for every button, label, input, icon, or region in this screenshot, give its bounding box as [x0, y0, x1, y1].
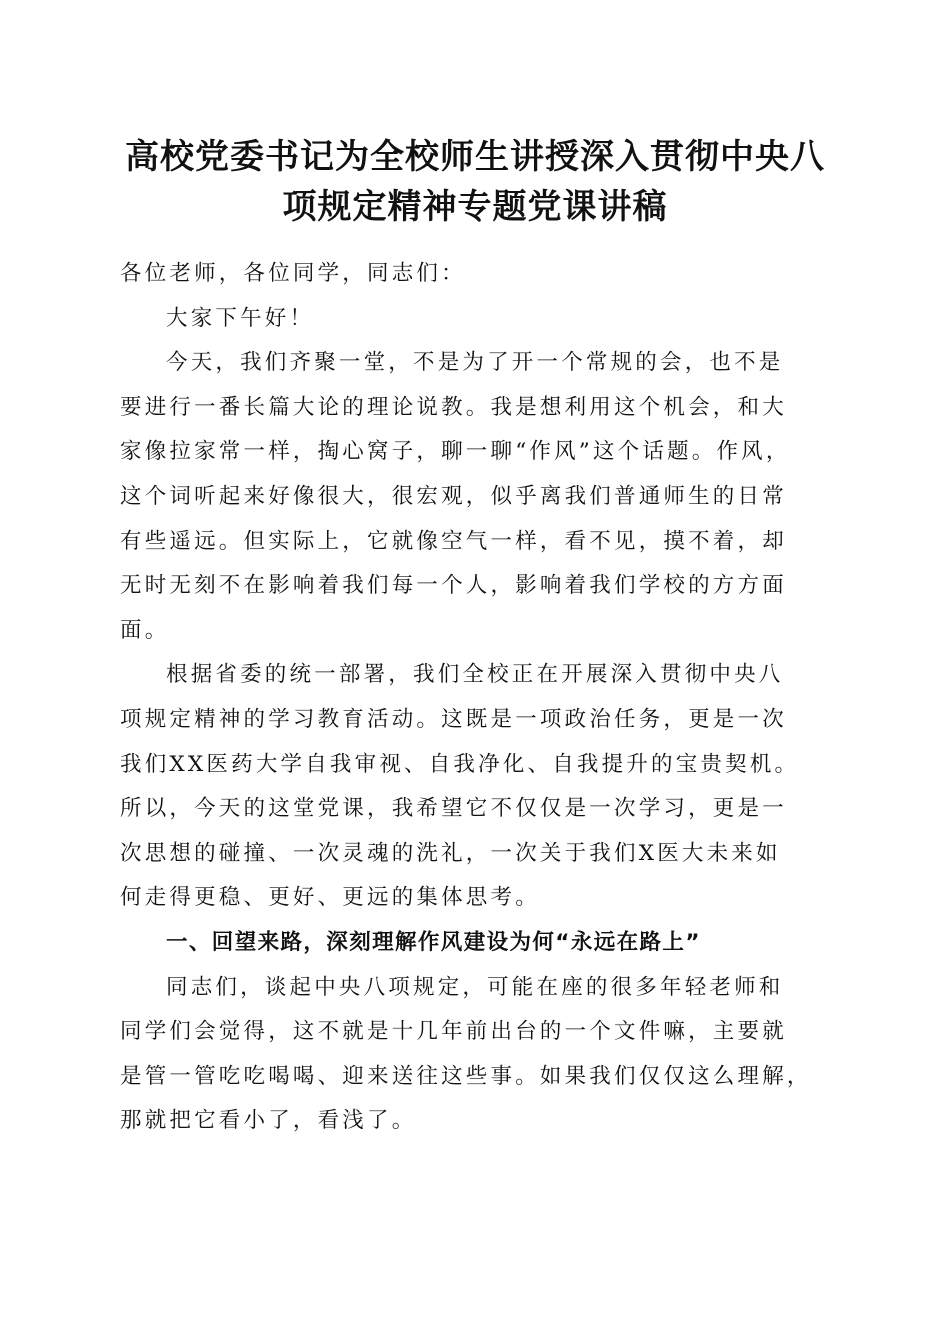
paragraph-line: 这个词听起来好像很大，很宏观，似乎离我们普通师生的日常	[120, 483, 787, 509]
paragraph-line: 根据省委的统一部署，我们全校正在开展深入贯彻中央八	[166, 662, 784, 688]
title-line-2: 项规定精神专题党课讲稿	[282, 187, 668, 227]
paragraph-line: 面。	[120, 617, 170, 643]
paragraph-line: 有些遥远。但实际上，它就像空气一样，看不见，摸不着，却	[120, 528, 787, 554]
paragraph-2	[120, 653, 835, 921]
paragraph-line: 要进行一番长篇大论的理论说教。我是想利用这个机会，和大	[120, 394, 787, 420]
document-title	[110, 132, 840, 232]
greeting: 大家下午好！	[166, 305, 315, 331]
paragraph-line: 同志们，谈起中央八项规定，可能在座的很多年轻老师和	[166, 974, 784, 1000]
section-heading: 一、回望来路，深刻理解作风建设为何“永远在路上”	[166, 929, 701, 955]
paragraph-line: 无时无刻不在影响着我们每一个人，影响着我们学校的方方面	[120, 573, 787, 599]
paragraph-line: 次思想的碰撞、一次灵魂的洗礼，一次关于我们X医大未来如	[120, 840, 781, 866]
document-body	[120, 252, 835, 1144]
paragraph-line: 今天，我们齐聚一堂，不是为了开一个常规的会，也不是	[166, 350, 784, 376]
paragraph-line: 所以，今天的这堂党课，我希望它不仅仅是一次学习，更是一	[120, 796, 787, 822]
paragraph-line: 项规定精神的学习教育活动。这既是一项政治任务，更是一次	[120, 706, 787, 732]
paragraph-line: 家像拉家常一样，掏心窝子，聊一聊“作风”这个话题。作风，	[120, 439, 791, 465]
paragraph-3	[120, 966, 835, 1144]
paragraph-line: 何走得更稳、更好、更远的集体思考。	[120, 885, 540, 911]
salutation: 各位老师，各位同学，同志们：	[120, 261, 466, 286]
paragraph-1	[120, 341, 835, 653]
paragraph-line: 是管一管吃吃喝喝、迎来送往这些事。如果我们仅仅这么理解，	[120, 1063, 812, 1089]
title-line-1: 高校党委书记为全校师生讲授深入贯彻中央八	[125, 137, 825, 177]
paragraph-line: 同学们会觉得，这不就是十几年前出台的一个文件嘛，主要就	[120, 1019, 787, 1045]
paragraph-line: 那就把它看小了，看浅了。	[120, 1108, 417, 1134]
paragraph-line: 我们XX医药大学自我审视、自我净化、自我提升的宝贵契机。	[120, 751, 800, 777]
